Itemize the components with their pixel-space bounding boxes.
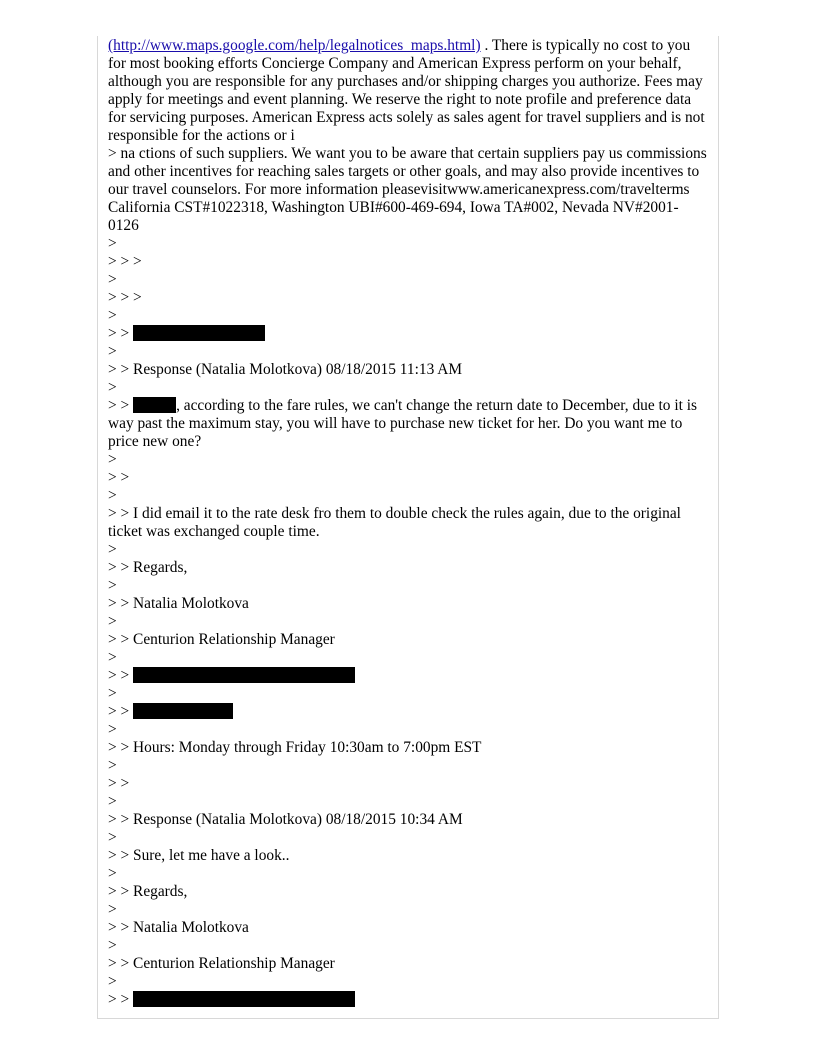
quote-marker: > (108, 613, 117, 630)
redaction-bar (133, 667, 355, 683)
quote-marker: > > (108, 775, 130, 792)
response-body-text: , according to the fare rules, we can't change the return date to December, due to it is way past the maximum stay, you will have to purchase new ticket for her. Do you want me to price new one? (108, 397, 698, 450)
quote-prefix: > > (108, 325, 134, 342)
redacted-line (108, 667, 708, 685)
quote-marker: > (108, 829, 117, 846)
response-header: > > Response (Natalia Molotkova) 08/18/2015 11:13 AM (108, 361, 463, 378)
redaction-bar (133, 397, 176, 413)
redaction-bar (133, 991, 355, 1007)
quote-marker: > (108, 271, 117, 288)
quote-marker: > (108, 541, 117, 558)
quote-marker: > > > (108, 289, 142, 306)
quote-marker: > (108, 757, 117, 774)
quote-marker: > (108, 685, 117, 702)
quote-prefix: > > (108, 991, 134, 1008)
quote-marker: > (108, 451, 117, 468)
quote-marker: > (108, 721, 117, 738)
legal-notice-text: . There is typically no cost to you for most booking efforts Concierge Company and American Express perform on your behalf, although you are responsible for any purchases and/or shipping charges you authorize. Fees may apply for meetings and event planning. We reserve the right to note profile and preference data for servicing purposes. American Express acts solely as sales agent for travel suppliers and is not responsible for the actions or i (108, 37, 705, 144)
signature-name: > > Natalia Molotkova (108, 919, 249, 936)
signature-hours: > > Hours: Monday through Friday 10:30am to 7:00pm EST (108, 739, 482, 756)
quote-marker: > (108, 577, 117, 594)
response-body: > > Sure, let me have a look.. (108, 847, 290, 864)
redaction-bar (133, 325, 265, 341)
quote-marker: > (108, 973, 117, 990)
quote-marker: > > (108, 469, 130, 486)
quote-marker: > (108, 487, 117, 504)
response-header: > > Response (Natalia Molotkova) 08/18/2015 10:34 AM (108, 811, 463, 828)
legal-notice-continuation: > na ctions of such suppliers. We want you to be aware that certain suppliers pay us commissions and other incentives for reaching sales targets or other goals, and may also provide incentives to our travel counselors. For more information pleasevisitwww.americanexpress.com/travelterms California CST#1022318, Washington UBI#600-469-694, Iowa TA#002, Nevada NV#2001-0126 (108, 145, 707, 234)
quote-marker: > (108, 235, 117, 252)
quote-marker: > (108, 379, 117, 396)
redaction-bar (133, 703, 233, 719)
rate-desk-text: > > I did email it to the rate desk fro them to double check the rules again, due to the original ticket was exchanged couple time. (108, 505, 681, 540)
signature-regards: > > Regards, (108, 883, 188, 900)
signature-regards: > > Regards, (108, 559, 188, 576)
quote-prefix: > > (108, 667, 134, 684)
legal-notice-paragraph (108, 37, 708, 145)
quote-marker: > > > (108, 253, 142, 270)
email-body (108, 37, 708, 1009)
signature-name: > > Natalia Molotkova (108, 595, 249, 612)
quote-marker: > (108, 343, 117, 360)
signature-title: > > Centurion Relationship Manager (108, 955, 335, 972)
redacted-line (108, 991, 708, 1009)
redacted-line (108, 325, 708, 343)
response-body (108, 397, 708, 451)
legal-notices-link[interactable]: (http://www.maps.google.com/help/legalnotices_maps.html) (108, 37, 481, 54)
redacted-line (108, 703, 708, 721)
quote-marker: > (108, 865, 117, 882)
quote-marker: > (108, 937, 117, 954)
quote-prefix: > > (108, 397, 134, 414)
signature-title: > > Centurion Relationship Manager (108, 631, 335, 648)
quote-prefix: > > (108, 703, 134, 720)
quote-marker: > (108, 649, 117, 666)
quote-marker: > (108, 793, 117, 810)
quote-marker: > (108, 901, 117, 918)
quote-marker: > (108, 307, 117, 324)
